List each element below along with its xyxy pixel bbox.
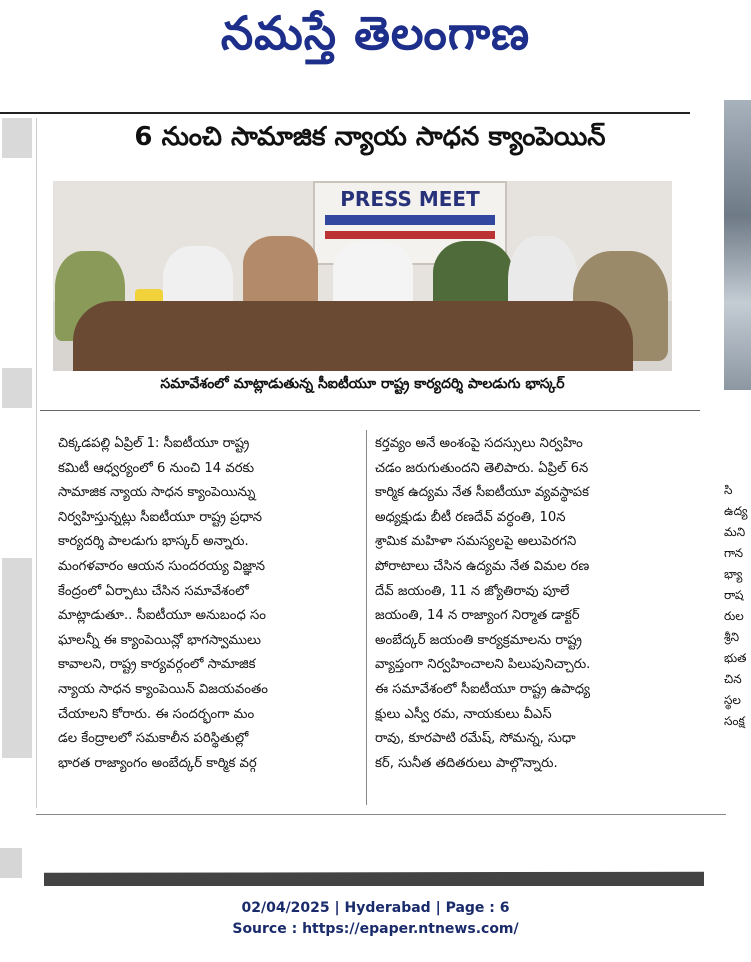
right-adjacent-text <box>724 480 751 732</box>
banner-stripe <box>325 231 495 239</box>
column-divider <box>366 430 367 805</box>
article-line: కమిటీ ఆధ్వర్యంలో 6 నుంచి 14 వరకు <box>58 460 255 476</box>
footer-date-line: 02/04/2025 | Hyderabad | Page : 6 <box>241 900 510 916</box>
footer-source-line: Source : https://epaper.ntnews.com/ <box>232 921 519 937</box>
article-line: చడం జరుగుతుందని తెలిపారు. ఏప్రిల్ 6న <box>375 460 589 476</box>
footer <box>0 898 751 940</box>
adjacent-article-line: మని <box>724 525 746 539</box>
article-line: దేవ్ జయంతి, 11 న జ్యోతిరావు పూలే <box>375 583 570 599</box>
article-line: కేంద్రంలో ఏర్పాటు చేసిన సమావేశంలో <box>58 583 249 599</box>
next-article-fragment <box>0 848 22 878</box>
article-line: సామాజిక న్యాయ సాధన క్యాంపెయిన్ను <box>58 485 256 501</box>
article-line: డల కేంద్రాలలో సమకాలీన పరిస్థితుల్లో <box>58 731 249 747</box>
article-line: ఈ సమావేశంలో సీఐటీయూ రాష్ట్ర ఉపాధ్య <box>375 681 591 697</box>
right-adjacent-photo <box>724 100 751 390</box>
person <box>243 236 318 306</box>
adjacent-article-line: శ్రీని <box>724 630 740 644</box>
bottom-rule <box>36 814 726 815</box>
banner-text: PRESS MEET <box>340 187 480 211</box>
article-line: జయంతి, 14 న రాజ్యాంగ నిర్మాత డాక్టర్ <box>375 608 580 624</box>
article-column-left <box>58 432 362 776</box>
article-column-right <box>375 432 680 776</box>
article-line: కర్తవ్యం అనే అంశంపై సదస్సులు నిర్వహిం <box>375 436 583 451</box>
article-line: పోరాటాలు చేసిన ఉద్యమ నేత విమల రణ <box>375 558 590 574</box>
article-line: న్యాయ సాధన క్యాంపెయిన్ విజయవంతం <box>58 681 268 697</box>
caption-rule <box>40 410 700 411</box>
article-line: క్షులు ఎస్వీ రమ, నాయకులు వీఎస్ <box>375 706 552 722</box>
article-line: నిర్వహిస్తున్నట్లు సీఐటీయూ రాష్ట్ర ప్రధాన <box>58 509 263 525</box>
masthead <box>0 0 751 80</box>
article-line: కావాలని, రాష్ట్ర కార్యవర్గంలో సామాజిక <box>58 657 256 673</box>
left-fragment <box>2 558 32 758</box>
adjacent-article-line: భ్యా <box>724 567 743 581</box>
adjacent-article-line: సంక్ష <box>724 714 745 728</box>
adjacent-article-line: ఉద్య <box>724 504 748 518</box>
article-line: మాట్లాడుతూ.. సీఐటీయూ అనుబంధ సం <box>58 608 266 624</box>
press-meet-photo <box>53 181 672 371</box>
article-line: అధ్యక్షుడు బీటీ రణదేవ్ వర్ధంతి, 10న <box>375 509 566 525</box>
article-line: భారత రాజ్యాంగం అంబేద్కర్ కార్మిక వర్గ <box>58 755 257 771</box>
adjacent-article-line: చిన <box>724 672 742 686</box>
article-line: రావు, కూరపాటి రమేష్, సోమన్న, సుధా <box>375 731 576 747</box>
article-line: కార్యదర్శి పాలడుగు భాస్కర్ అన్నారు. <box>58 534 249 550</box>
adjacent-article-line: భుత <box>724 651 747 665</box>
article-line: కర్, సునీత తదితరులు పాల్గొన్నారు. <box>375 755 558 771</box>
next-headline-fragment <box>44 864 704 886</box>
article-line: చేయాలని కోరారు. ఈ సందర్భంగా మం <box>58 706 255 722</box>
conference-table <box>73 301 633 371</box>
adjacent-article-line: రుల <box>724 609 744 623</box>
adjacent-article-line: రాష <box>724 588 744 602</box>
newspaper-logo: నమస్తే తెలంగాణ <box>220 6 531 60</box>
banner-stripe <box>325 215 495 225</box>
adjacent-article-line: గాన <box>724 546 744 560</box>
article-line: అంబేద్కర్ జయంతి కార్యక్రమాలను రాష్ట్ర <box>375 632 582 648</box>
left-fragment <box>2 368 32 408</box>
left-adjacent-column <box>0 118 37 808</box>
article-line: మంగళవారం ఆయన సుందరయ్య విజ్ఞాన <box>58 558 265 574</box>
top-rule <box>0 112 690 114</box>
photo-caption: సమావేశంలో మాట్లాడుతున్న సీఐటీయూ రాష్ట్ర కార్యదర్శి పాలడుగు భాస్కర్ <box>160 376 565 392</box>
article-line: వ్యాప్తంగా నిర్వహించాలని పిలుపునిచ్చారు. <box>375 657 591 673</box>
adjacent-article-line: సి <box>724 483 733 497</box>
article-line: శ్రామిక మహిళా సమస్యలపై అలుపెరగని <box>375 534 577 550</box>
adjacent-article-line: స్థల <box>724 693 741 707</box>
left-fragment <box>2 118 32 158</box>
article-line: కార్మిక ఉద్యమ నేత సీఐటీయూ వ్యవస్థాపక <box>375 485 589 501</box>
article-line: ఘాలన్నీ ఈ క్యాంపెయిన్లో భాగస్వాములు <box>58 632 261 648</box>
article-headline: 6 నుంచి సామాజిక న్యాయ సాధన క్యాంపెయిన్ <box>134 122 606 152</box>
right-adjacent-column <box>724 100 751 800</box>
article-line: చిక్కడపల్లి ఏప్రిల్ 1: సీఐటీయూ రాష్ట్ర <box>58 436 250 451</box>
